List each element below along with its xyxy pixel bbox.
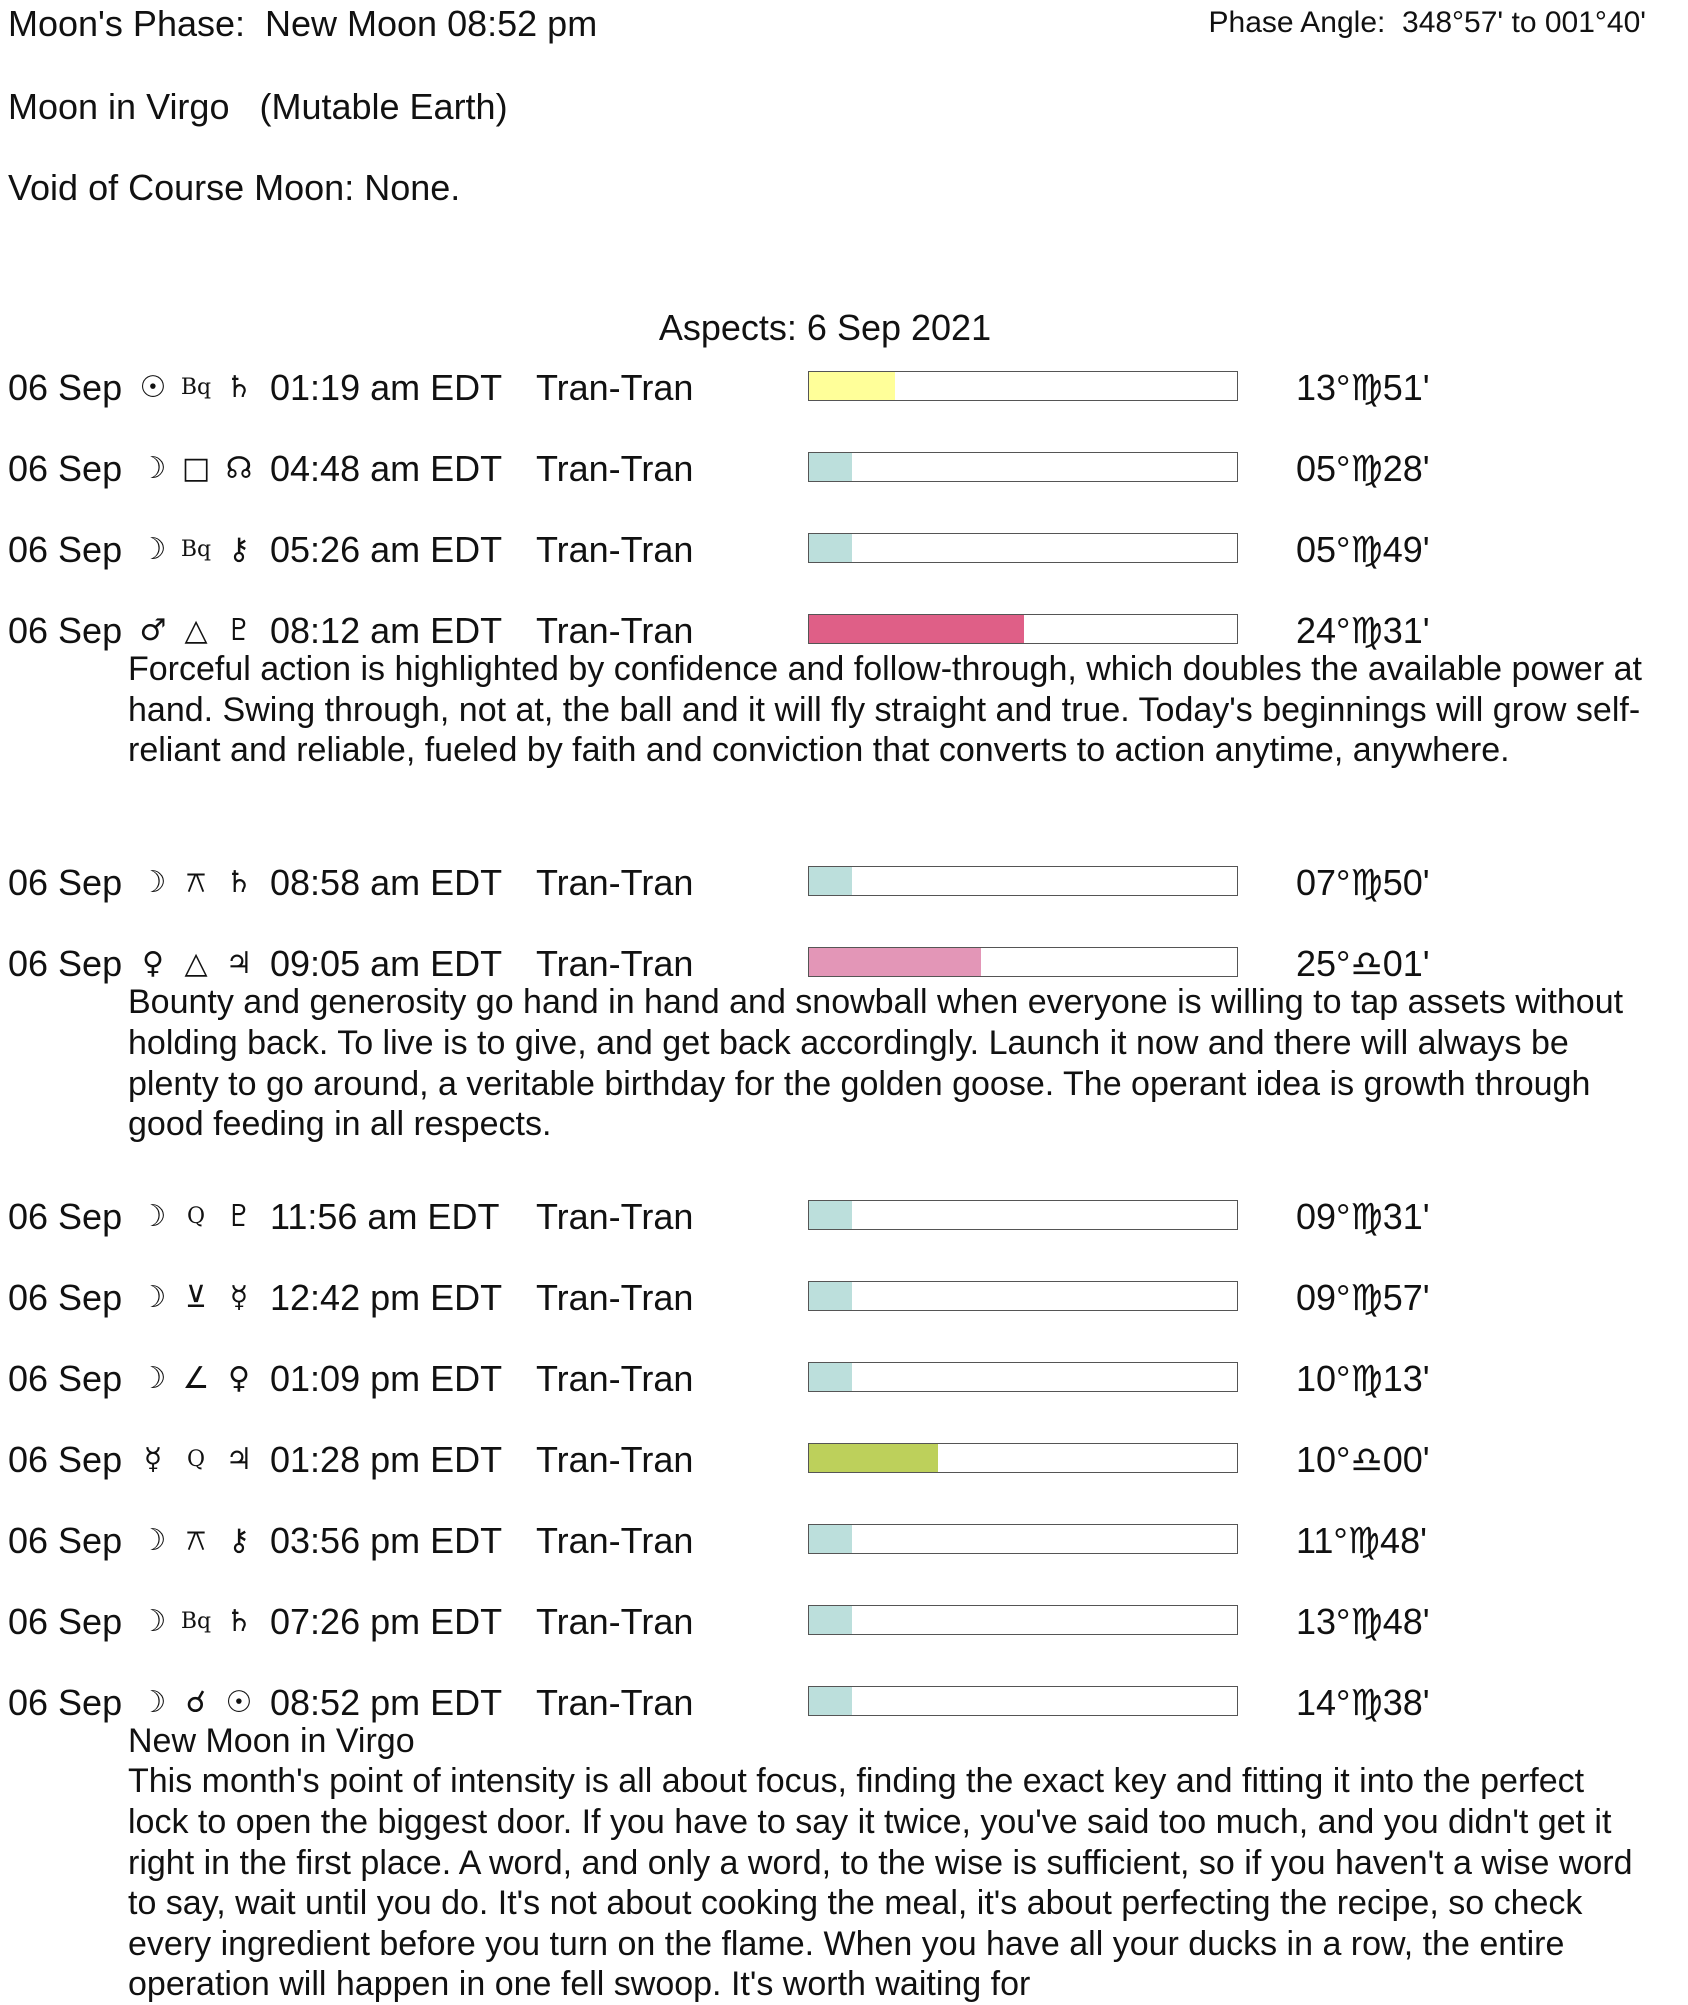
aspect-symbols <box>136 1681 256 1725</box>
strength-bar <box>808 1362 1238 1392</box>
description-paragraph: New Moon in Virgo <box>128 1721 415 1760</box>
aspect-degree: 11°♍48' <box>1296 1519 1427 1561</box>
aspect-description <box>128 1721 1648 2005</box>
aspect-row <box>0 1357 1688 1417</box>
aspect-glyph: Q <box>186 1203 206 1229</box>
aspect-symbols <box>136 1519 256 1563</box>
aspect-degree: 09°♍31' <box>1296 1195 1430 1237</box>
aspect-row <box>0 528 1688 588</box>
aspect-type: Tran-Tran <box>536 1519 694 1561</box>
aspect-date: 06 Sep <box>8 367 123 408</box>
planet-2-glyph: ☉ <box>225 1684 253 1720</box>
aspect-time: 08:58 am EDT <box>270 862 503 904</box>
aspect-glyph: ⊻ <box>185 1279 207 1315</box>
aspect-symbols <box>136 609 256 653</box>
aspect-time: 08:12 am EDT <box>270 610 503 651</box>
aspect-row <box>0 366 1688 426</box>
aspect-date: 06 Sep <box>8 448 123 489</box>
strength-bar <box>808 1605 1238 1635</box>
aspect-row <box>0 861 1688 921</box>
aspect-glyph: ☌ <box>185 1684 207 1720</box>
aspect-symbols <box>136 1438 256 1482</box>
moon-sign: Moon in Virgo (Mutable Earth) <box>8 86 508 127</box>
description-paragraph: Bounty and generosity go hand in hand and snowball when everyone is willing to tap assets without holding back. To live is to give, and get back accordingly. Launch it now and there will always be plenty to go around, a veritable birthday for the golden goose. The operant idea is growth through good feeding in all respects. <box>128 983 1624 1144</box>
strength-bar <box>808 947 1238 977</box>
strength-bar <box>808 1686 1238 1716</box>
planet-2-glyph: ♄ <box>225 1603 253 1639</box>
strength-bar-fill <box>809 615 1024 643</box>
aspect-degree: 13°♍48' <box>1296 1600 1430 1642</box>
planet-2-glyph: ⚷ <box>228 1522 250 1558</box>
aspect-degree: 13°♍51' <box>1296 367 1430 408</box>
aspect-date: 06 Sep <box>8 610 123 651</box>
aspect-type: Tran-Tran <box>536 1357 694 1399</box>
aspect-degree: 09°♍57' <box>1296 1276 1430 1318</box>
aspect-symbols <box>136 1276 256 1320</box>
aspect-glyph: ⚻ <box>186 865 206 901</box>
aspect-type: Tran-Tran <box>536 1276 694 1318</box>
planet-2-glyph: ♇ <box>225 1198 253 1234</box>
planet-1-glyph: ☽ <box>139 451 167 486</box>
aspect-degree: 07°♍50' <box>1296 862 1430 904</box>
aspect-time: 11:56 am EDT <box>270 1195 500 1237</box>
aspect-type: Tran-Tran <box>536 862 694 904</box>
planet-1-glyph: ☿ <box>143 1441 163 1477</box>
planet-1-glyph: ☽ <box>139 532 167 567</box>
aspect-time: 07:26 pm EDT <box>270 1600 503 1642</box>
planet-2-glyph: ♄ <box>225 865 253 901</box>
strength-bar <box>808 1281 1238 1311</box>
aspect-symbols <box>136 528 256 572</box>
strength-bar-fill <box>809 1525 852 1553</box>
aspect-symbols <box>136 1195 256 1239</box>
planet-2-glyph: ☿ <box>229 1279 249 1315</box>
strength-bar <box>808 614 1238 644</box>
aspect-time: 01:19 am EDT <box>270 367 503 408</box>
aspect-symbols <box>136 1600 256 1644</box>
aspect-row <box>0 1519 1688 1579</box>
aspect-time: 04:48 am EDT <box>270 448 503 489</box>
aspect-symbols <box>136 1357 256 1401</box>
strength-bar <box>808 371 1238 401</box>
planet-2-glyph: ☊ <box>225 451 253 486</box>
strength-bar-fill <box>809 948 981 976</box>
aspects-title: Aspects: 6 Sep 2021 <box>658 307 992 348</box>
aspect-date: 06 Sep <box>8 1681 123 1723</box>
aspect-description <box>128 982 1648 1144</box>
void-of-course: Void of Course Moon: None. <box>8 167 461 208</box>
strength-bar <box>808 866 1238 896</box>
planet-1-glyph: ♂ <box>139 613 167 648</box>
strength-bar <box>808 533 1238 563</box>
aspect-type: Tran-Tran <box>536 1195 694 1237</box>
aspect-date: 06 Sep <box>8 943 123 985</box>
aspect-degree: 14°♍38' <box>1296 1681 1430 1723</box>
aspect-date: 06 Sep <box>8 1276 123 1318</box>
aspect-row <box>0 1195 1688 1255</box>
aspect-time: 12:42 pm EDT <box>270 1276 503 1318</box>
aspect-symbols <box>136 366 256 410</box>
aspect-row <box>0 1438 1688 1498</box>
planet-2-glyph: ♇ <box>225 613 253 648</box>
planet-2-glyph: ♃ <box>225 946 253 982</box>
description-paragraph: Forceful action is highlighted by confidence and follow-through, which doubles the available power at hand. Swing through, not at, the ball and it will fly straight and true. Today's beginnings will grow self-reliant and reliable, fueled by faith and conviction that converts to action anytime, anywhere. <box>128 650 1642 770</box>
strength-bar <box>808 1524 1238 1554</box>
aspect-glyph: Bq <box>180 375 212 400</box>
aspect-glyph: △ <box>184 613 208 648</box>
aspect-date: 06 Sep <box>8 1357 123 1399</box>
aspect-type: Tran-Tran <box>536 610 694 651</box>
planet-1-glyph: ♀ <box>142 946 164 982</box>
aspect-type: Tran-Tran <box>536 1438 694 1480</box>
planet-1-glyph: ☽ <box>139 1684 167 1720</box>
aspect-row <box>0 1600 1688 1660</box>
strength-bar-fill <box>809 1444 938 1472</box>
planet-1-glyph: ☽ <box>139 1603 167 1639</box>
planet-2-glyph: ♄ <box>225 370 253 405</box>
planet-1-glyph: ☽ <box>139 1279 167 1315</box>
aspect-description <box>128 649 1648 771</box>
aspect-degree: 25°♎01' <box>1296 943 1430 985</box>
aspect-degree: 05°♍49' <box>1296 529 1430 570</box>
aspect-glyph: Q <box>186 1446 206 1472</box>
aspect-time: 01:28 pm EDT <box>270 1438 503 1480</box>
aspect-type: Tran-Tran <box>536 448 694 489</box>
aspect-date: 06 Sep <box>8 1438 123 1480</box>
planet-1-glyph: ☉ <box>139 370 167 405</box>
aspect-date: 06 Sep <box>8 1519 123 1561</box>
aspect-symbols <box>136 861 256 905</box>
moon-phase: Moon's Phase: New Moon 08:52 pm <box>8 3 598 44</box>
aspect-type: Tran-Tran <box>536 1681 694 1723</box>
strength-bar-fill <box>809 372 895 400</box>
aspect-degree: 05°♍28' <box>1296 448 1430 489</box>
strength-bar <box>808 452 1238 482</box>
strength-bar <box>808 1443 1238 1473</box>
phase-angle: Phase Angle: 348°57' to 001°40' <box>1208 6 1646 39</box>
strength-bar-fill <box>809 867 852 895</box>
aspect-row <box>0 1276 1688 1336</box>
aspect-glyph: ∠ <box>182 1360 210 1396</box>
planet-1-glyph: ☽ <box>139 1360 167 1396</box>
aspect-row <box>0 447 1688 507</box>
aspect-time: 03:56 pm EDT <box>270 1519 503 1561</box>
planet-1-glyph: ☽ <box>139 1522 167 1558</box>
aspect-type: Tran-Tran <box>536 529 694 570</box>
aspect-glyph: Bq <box>180 1608 212 1634</box>
strength-bar-fill <box>809 1201 852 1229</box>
strength-bar <box>808 1200 1238 1230</box>
planet-2-glyph: ♃ <box>225 1441 253 1477</box>
strength-bar-fill <box>809 1687 852 1715</box>
description-paragraph: This month's point of intensity is all about focus, finding the exact key and fitting it into the perfect lock to open the biggest door. If you have to say it twice, you've said too much, and you didn't get it right in the first place. A word, and only a word, to the wise is sufficient, so if you haven't a wise word to say, wait until you do. It's not about cooking the meal, it's about perfecting the recipe, so check every ingredient before you turn on the flame. When you have all your ducks in a row, the entire operation will happen in one fell swoop. It's worth waiting for <box>128 1762 1633 2004</box>
aspect-time: 05:26 am EDT <box>270 529 503 570</box>
aspect-date: 06 Sep <box>8 1600 123 1642</box>
aspect-glyph: □ <box>181 451 211 486</box>
aspect-time: 01:09 pm EDT <box>270 1357 503 1399</box>
aspect-date: 06 Sep <box>8 1195 123 1237</box>
planet-2-glyph: ♀ <box>228 1360 250 1396</box>
aspect-type: Tran-Tran <box>536 367 694 408</box>
aspect-date: 06 Sep <box>8 529 123 570</box>
strength-bar-fill <box>809 453 852 481</box>
aspect-glyph: △ <box>184 946 208 982</box>
aspect-type: Tran-Tran <box>536 943 694 985</box>
planet-1-glyph: ☽ <box>139 865 167 901</box>
aspect-glyph: Bq <box>180 537 212 562</box>
aspect-degree: 10°♍13' <box>1296 1357 1430 1399</box>
planet-2-glyph: ⚷ <box>228 532 250 567</box>
planet-1-glyph: ☽ <box>139 1198 167 1234</box>
strength-bar-fill <box>809 1606 852 1634</box>
aspect-degree: 24°♍31' <box>1296 610 1430 651</box>
strength-bar-fill <box>809 1363 852 1391</box>
strength-bar-fill <box>809 534 852 562</box>
aspect-time: 08:52 pm EDT <box>270 1681 503 1723</box>
aspect-glyph: ⚻ <box>186 1522 206 1558</box>
aspect-type: Tran-Tran <box>536 1600 694 1642</box>
aspect-symbols <box>136 447 256 491</box>
aspect-degree: 10°♎00' <box>1296 1438 1430 1480</box>
strength-bar-fill <box>809 1282 852 1310</box>
aspect-symbols <box>136 942 256 986</box>
aspect-date: 06 Sep <box>8 862 123 904</box>
aspect-time: 09:05 am EDT <box>270 943 503 985</box>
